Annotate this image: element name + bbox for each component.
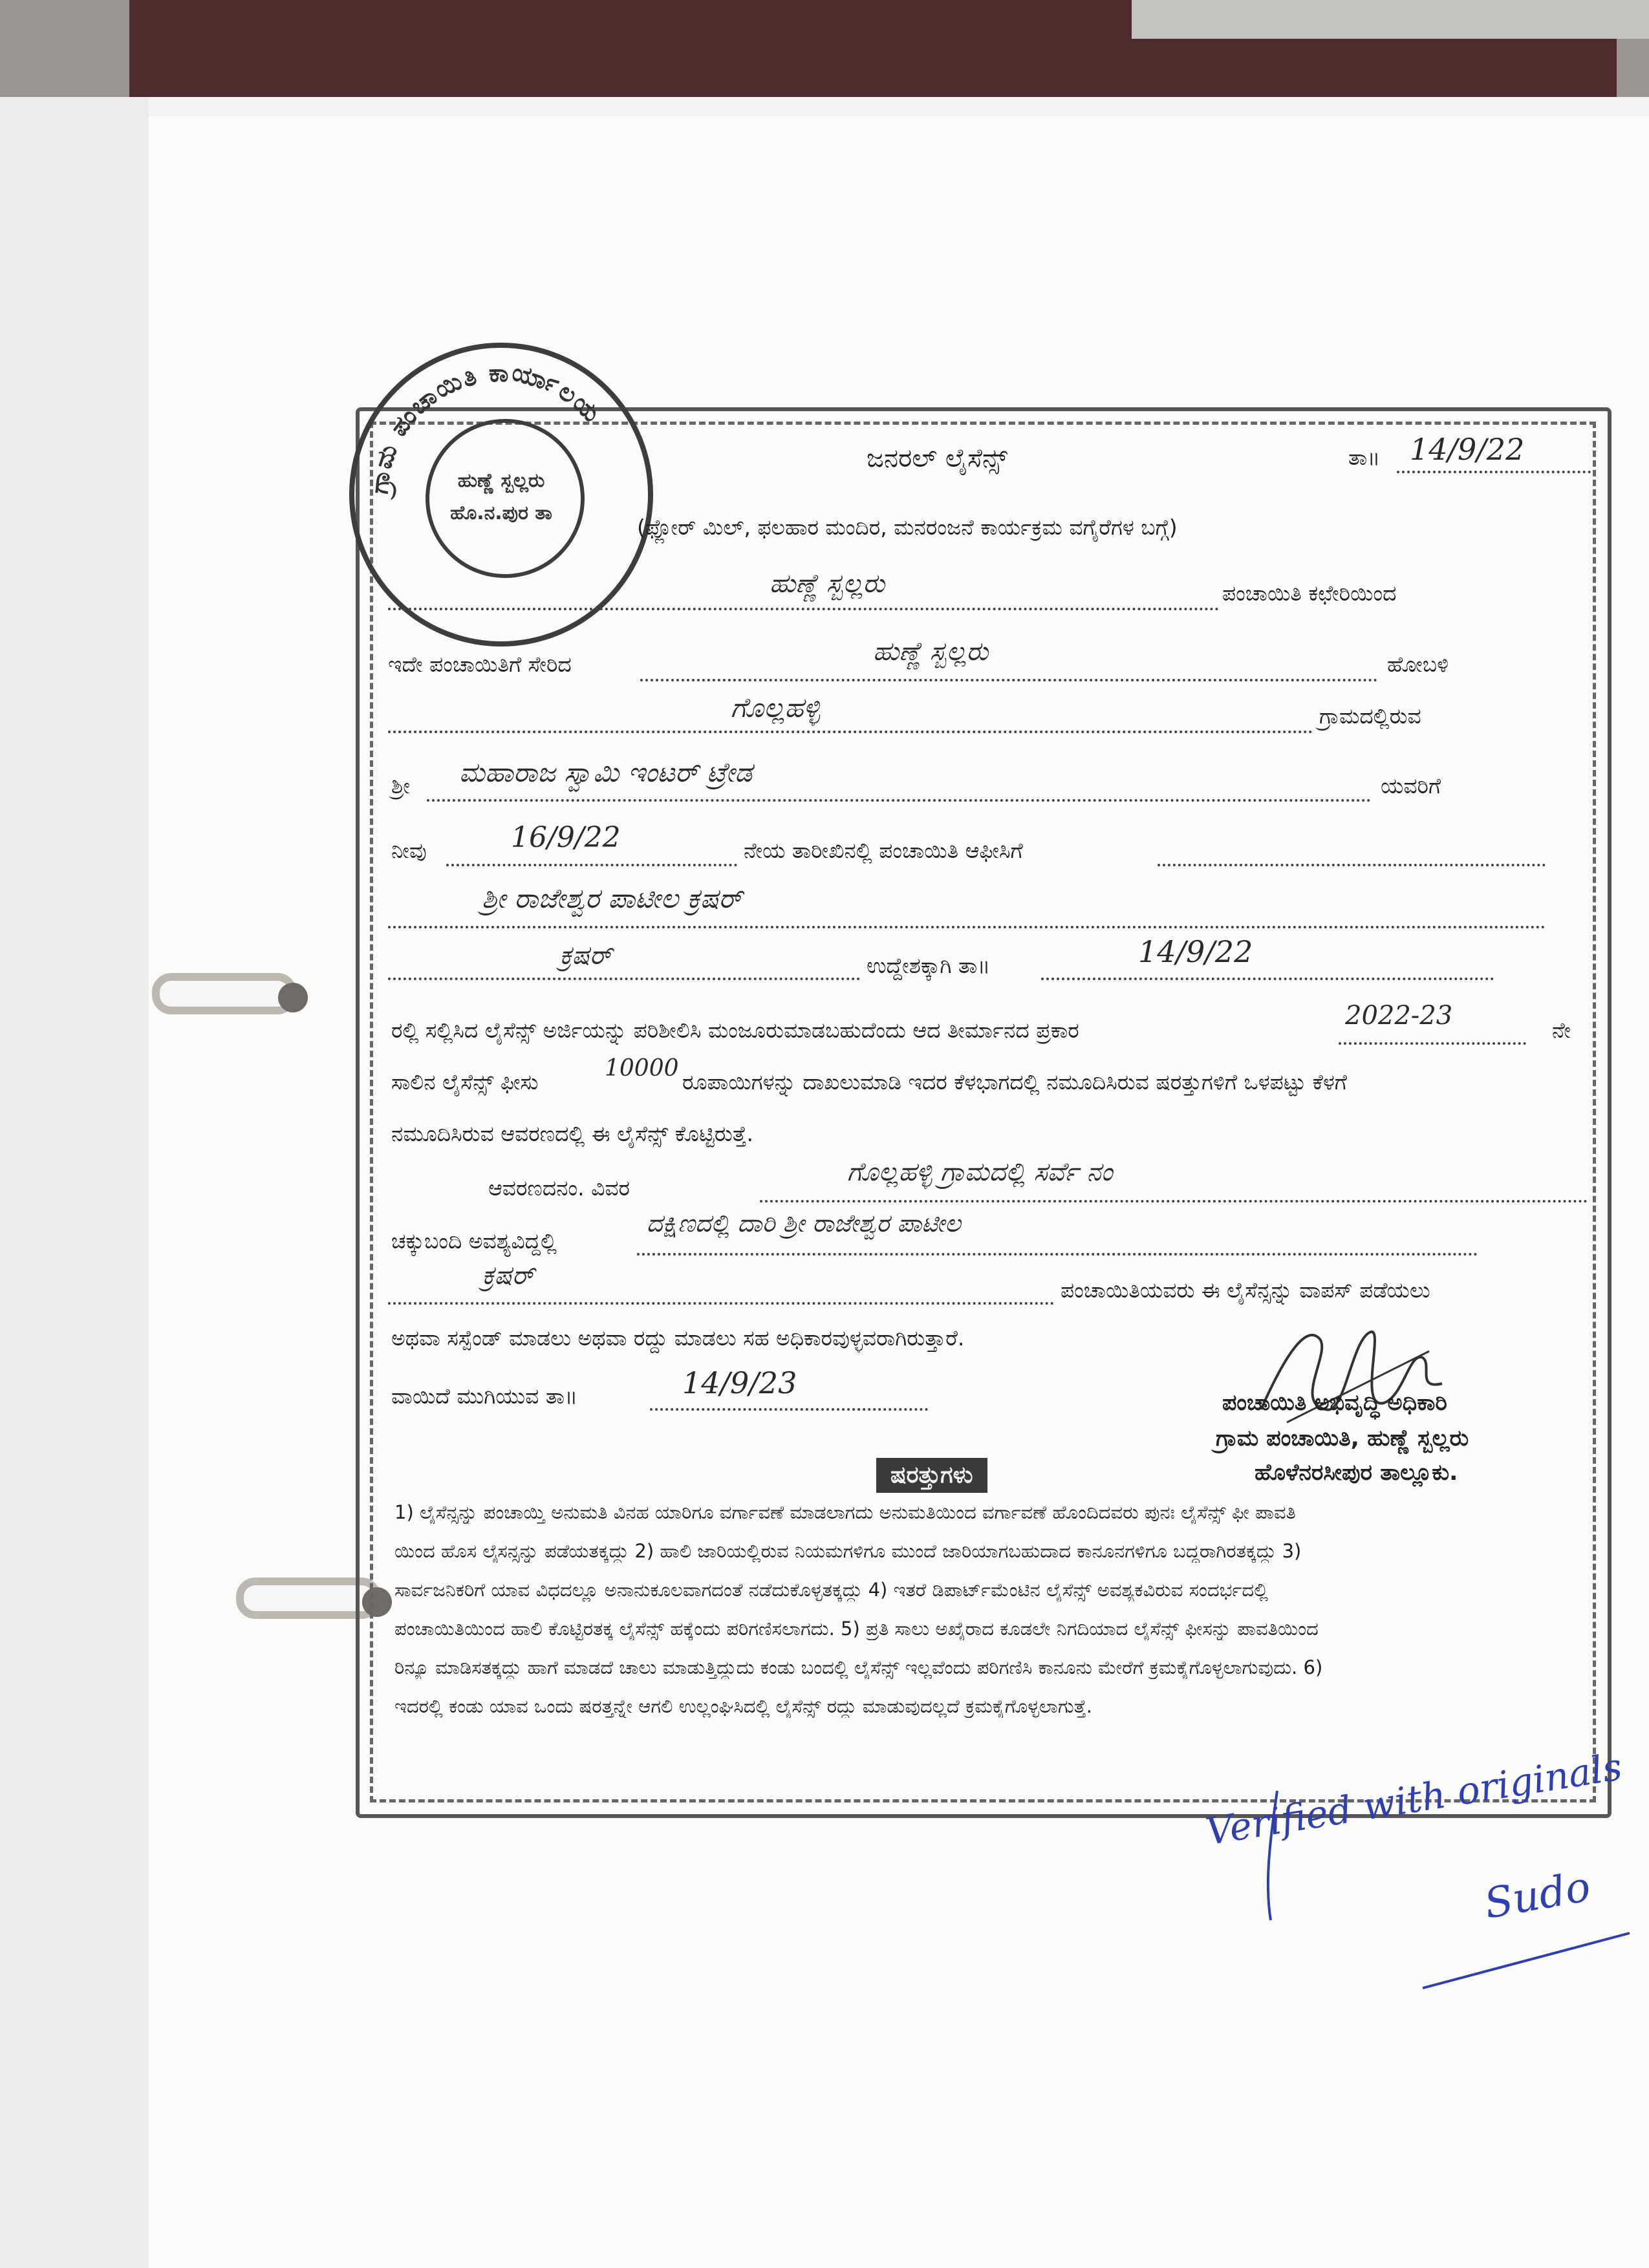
license-fee: 10000 [605, 1055, 679, 1082]
licensee-name: ಮಹಾರಾಜ ಸ್ವಾಮಿ ಇಂಟರ್ ಟ್ರೇಡ [459, 756, 753, 788]
para-line-1-suffix: ನೇ [1552, 1018, 1571, 1043]
svg-text:ಗ್ರಾಮ ಪಂಚಾಯಿತಿ ಕಾರ್ಯಾಲಯ: ಗ್ರಾಮ ಪಂಚಾಯಿತಿ ಕಾರ್ಯಾಲಯ [365, 357, 607, 495]
punch-hole-top [278, 983, 308, 1012]
business-dotted-line [388, 926, 1546, 928]
panchayat-dotted-line [388, 608, 1219, 610]
signatory-designation: ಪಂಚಾಯಿತಿ ಅಭಿವೃದ್ಧಿ ಅಧಿಕಾರಿ [1222, 1390, 1447, 1416]
hobli-label: ಹೋಬಳಿ [1387, 652, 1449, 677]
para-line-2-end: ರೂಪಾಯಿಗಳನ್ನು ದಾಖಲುಮಾಡಿ ಇದರ ಕೆಳಭಾಗದಲ್ಲಿ ನಮೂದಿಸಿರುವ ಷರತ್ತುಗಳಿಗೆ ಒಳಪಟ್ಟು ಕೆಳಗೆ [682, 1069, 1347, 1095]
applied-tail-dotted-line [1158, 864, 1546, 866]
boundary-value-2: ಕ್ರಷರ್ [482, 1261, 534, 1290]
purpose-date-dotted-line [1041, 978, 1494, 980]
verification-bracket [1251, 1784, 1290, 1927]
condition-line: ಇದರಲ್ಲಿ ಕಂಡು ಯಾವ ಒಂದು ಷರತ್ತನ್ನೇ ಆಗಲಿ ಉಲ್ಲಂಘಿಸಿದಲ್ಲಿ ಲೈಸೆನ್ಸ್ ರದ್ದು ಮಾಡುವುದಲ್ಲದೆ ಕ್ರಮಕೈಗೊಳ್ಳಲಾಗುತ್ತೆ. [394, 1695, 1092, 1717]
conditions-heading-box [876, 1458, 987, 1493]
you-label: ನೀವು [391, 838, 427, 863]
signatory-office: ಗ್ರಾಮ ಪಂಚಾಯಿತಿ, ಹುಣ್ಣೆ ಸ್ಬಲ್ಲರು [1216, 1426, 1469, 1451]
panchayat-seal [349, 343, 653, 647]
background-paper-edge [1132, 0, 1649, 39]
purpose-dotted-line [388, 978, 860, 980]
premises-value: ಗೊಲ್ಲಹಳ್ಳಿ ಗ್ರಾಮದಲ್ಲಿ ಸರ್ವೆ ನಂ [847, 1157, 1113, 1187]
para-line-2-start: ಸಾಲಿನ ಲೈಸೆನ್ಸ್ ಫೀಸು [391, 1069, 539, 1095]
file-spine-curl [0, 97, 149, 2268]
para-line-3: ನಮೂದಿಸಿರುವ ಆವರಣದಲ್ಲಿ ಈ ಲೈಸೆನ್ಸ್ ಕೊಟ್ಟಿರುತ್ತೆ. [391, 1121, 753, 1146]
village-dotted-line [388, 731, 1313, 733]
condition-line: ರಿನ್ಯೂ ಮಾಡಿಸತಕ್ಕದ್ದು ಹಾಗೆ ಮಾಡದೆ ಚಾಲು ಮಾಡುತ್ತಿದ್ದುದು ಕಂಡು ಬಂದಲ್ಲಿ ಲೈಸೆನ್ಸ್ ಇಲ್ಲವೆಂದು ಪರಿಗಣಿಸಿ ಕಾನೂನು ಮೇರೆಗೆ ಕ್ರಮಕೈಗೊಳ್ಳಲಾಗುವುದು. 6) [394, 1656, 1323, 1678]
purpose-value: ಕ್ರಷರ್ [559, 941, 612, 970]
revoke-line-1: ಪಂಚಾಯಿತಿಯವರು ಈ ಲೈಸೆನ್ಸನ್ನು ವಾಪಸ್ ಪಡೆಯಲು [1061, 1278, 1430, 1303]
boundary-label: ಚಕ್ಕುಬಂದಿ ಅವಶ್ಯವಿದ್ದಲ್ಲಿ [391, 1228, 557, 1254]
purpose-date: 14/9/22 [1138, 934, 1253, 969]
to-them-label: ಯವರಿಗೆ [1381, 773, 1441, 798]
applied-label: ನೇಯ ತಾರೀಖಿನಲ್ಲಿ ಪಂಚಾಯಿತಿ ಆಫೀಸಿಗೆ [744, 838, 1023, 863]
panchayat-office-label: ಪಂಚಾಯಿತಿ ಕಛೇರಿಯಿಂದ [1222, 581, 1397, 606]
expiry-date: 14/9/23 [682, 1365, 797, 1400]
officer-signature [1248, 1312, 1455, 1442]
condition-line: 1) ಲೈಸೆನ್ಸನ್ನು ಪಂಚಾಯ್ತಿ ಅನುಮತಿ ವಿನಹ ಯಾರಿಗೂ ವರ್ಗಾವಣೆ ಮಾಡಲಾಗದು ಅನುಮತಿಯಿಂದ ವರ್ಗಾವಣೆ ಹೊಂದಿದವರು ಪುನಃ ಲೈಸೆನ್ಸ್ ಫೀ ಪಾವತಿ [394, 1501, 1296, 1523]
purpose-label: ಉದ್ದೇಶಕ್ಕಾಗಿ ತಾ॥ [867, 953, 991, 978]
license-title: ಜನರಲ್ ಲೈಸೆನ್ಸ್ [867, 444, 1008, 473]
verifier-signature: Sudo [1481, 1863, 1594, 1929]
hobli-dotted-line [640, 679, 1377, 681]
svg-text:ಹುಣ್ಣೆ ಸ್ಬಲ್ಲರು: ಹುಣ್ಣೆ ಸ್ಬಲ್ಲರು [457, 469, 545, 492]
revoke-line-2: ಅಥವಾ ಸಸ್ಪೆಂಡ್ ಮಾಡಲು ಅಥವಾ ರದ್ದು ಮಾಡಲು ಸಹ ಅಧಿಕಾರವುಳ್ಳವರಾಗಿರುತ್ತಾರೆ. [391, 1325, 965, 1351]
premises-dotted-line [760, 1200, 1588, 1203]
boundary-dotted-line [637, 1253, 1478, 1256]
para-line-1: ರಲ್ಲಿ ಸಲ್ಲಿಸಿದ ಲೈಸೆನ್ಸ್ ಅರ್ಜಿಯನ್ನು ಪರಿಶೀಲಿಸಿ ಮಂಜೂರುಮಾಡಬಹುದೆಂದು ಆದ ತೀರ್ಮಾನದ ಪ್ರಕಾರ [391, 1018, 1079, 1043]
verification-note: Verified with originals [1203, 1744, 1625, 1854]
panchayat-name: ಹುಣ್ಣೆ ಸ್ಬಲ್ಲರು [770, 569, 885, 599]
hobli-name: ಹುಣ್ಣೆ ಸ್ಬಲ್ಲರು [873, 637, 989, 667]
expiry-dotted-line [650, 1408, 928, 1411]
date-dotted-line [1397, 471, 1591, 473]
condition-line: ಸಾರ್ವಜನಿಕರಿಗೆ ಯಾವ ವಿಧದಲ್ಲೂ ಅನಾನುಕೂಲವಾಗದಂತೆ ನಡೆದುಕೊಳ್ಳತಕ್ಕದ್ದು 4) ಇತರೆ ಡಿಪಾರ್ಟ್‌ಮೆಂಟಿನ ಲೈಸೆನ್ಸ್ ಅವಶ್ಯಕವಿರುವ ಸಂದರ್ಭದಲ್ಲಿ [394, 1579, 1269, 1601]
binder-ring-top [152, 973, 297, 1014]
premises-label: ಆವರಣದನಂ. ವಿವರ [488, 1175, 630, 1201]
condition-line: ಯಿಂದ ಹೊಸ ಲೈಸನ್ಸನ್ನು ಪಡೆಯತಕ್ಕದ್ದು 2) ಹಾಲಿ ಜಾರಿಯಲ್ಲಿರುವ ನಿಯಮಗಳಿಗೂ ಮುಂದೆ ಜಾರಿಯಾಗಬಹುದಾದ ಕಾನೂನಗಳಿಗೂ ಬದ್ಧರಾಗಿರತಕ್ಕದ್ದು 3) [394, 1540, 1302, 1562]
signatory-taluk: ಹೊಳೆನರಸೀಪುರ ತಾಲ್ಲೂಕು. [1255, 1460, 1458, 1486]
year-dotted-line [1339, 1042, 1526, 1045]
business-name: ಶ್ರೀ ರಾಜೇಶ್ವರ ಪಾಟೀಲ ಕ್ರಷರ್ [482, 883, 742, 914]
expiry-label: ವಾಯಿದೆ ಮುಗಿಯುವ ತಾ॥ [391, 1384, 578, 1409]
village-name: ಗೊಲ್ಲಹಳ್ಳಿ [731, 692, 821, 723]
condition-line: ಪಂಚಾಯಿತಿಯಿಂದ ಹಾಲಿ ಕೊಟ್ಟಿರತಕ್ಕ ಲೈಸೆನ್ಸ್ ಹಕ್ಕೆಂದು ಪರಿಗಣಿಸಲಾಗದು. 5) ಪ್ರತಿ ಸಾಲು ಅಖೈರಾದ ಕೂಡಲೇ ನಿಗದಿಯಾದ ಲೈಸೆನ್ಸ್ ಫೀಸನ್ನು ಪಾವತಿಯಿಂದ [394, 1618, 1319, 1640]
applied-date: 16/9/22 [511, 821, 621, 854]
license-subtitle: (ಫ್ಲೋರ್ ಮಿಲ್, ಫಲಹಾರ ಮಂದಿರ, ಮನರಂಜನೆ ಕಾರ್ಯಕ್ರಮ ವಗೈರೆಗಳ ಬಗ್ಗೆ) [637, 515, 1178, 540]
boundary-value: ದಕ್ಷಿಣದಲ್ಲಿ ದಾರಿ ಶ್ರೀ ರಾಜೇಶ್ವರ ಪಾಟೀಲ [647, 1209, 961, 1237]
license-year: 2022-23 [1345, 1001, 1453, 1031]
verifier-underline [1416, 1927, 1636, 1998]
name-dotted-line [427, 799, 1371, 802]
svg-text:ಹೊ.ನ.ಪುರ ತಾ: ಹೊ.ನ.ಪುರ ತಾ [450, 502, 552, 524]
date-label: ತಾ॥ [1348, 445, 1381, 470]
same-panchayat-label: ಇದೇ ಪಂಚಾಯಿತಿಗೆ ಸೇರಿದ [388, 652, 572, 677]
boundary-2-dotted-line [388, 1302, 1054, 1305]
applied-date-dotted-line [446, 864, 737, 866]
village-label: ಗ್ರಾಮದಲ್ಲಿರುವ [1319, 703, 1421, 729]
shri-label: ಶ್ರೀ [391, 773, 411, 798]
seal-graphic [354, 348, 648, 641]
issue-date: 14/9/22 [1410, 432, 1525, 467]
conditions-heading: ಷರತ್ತುಗಳು [890, 1462, 973, 1488]
